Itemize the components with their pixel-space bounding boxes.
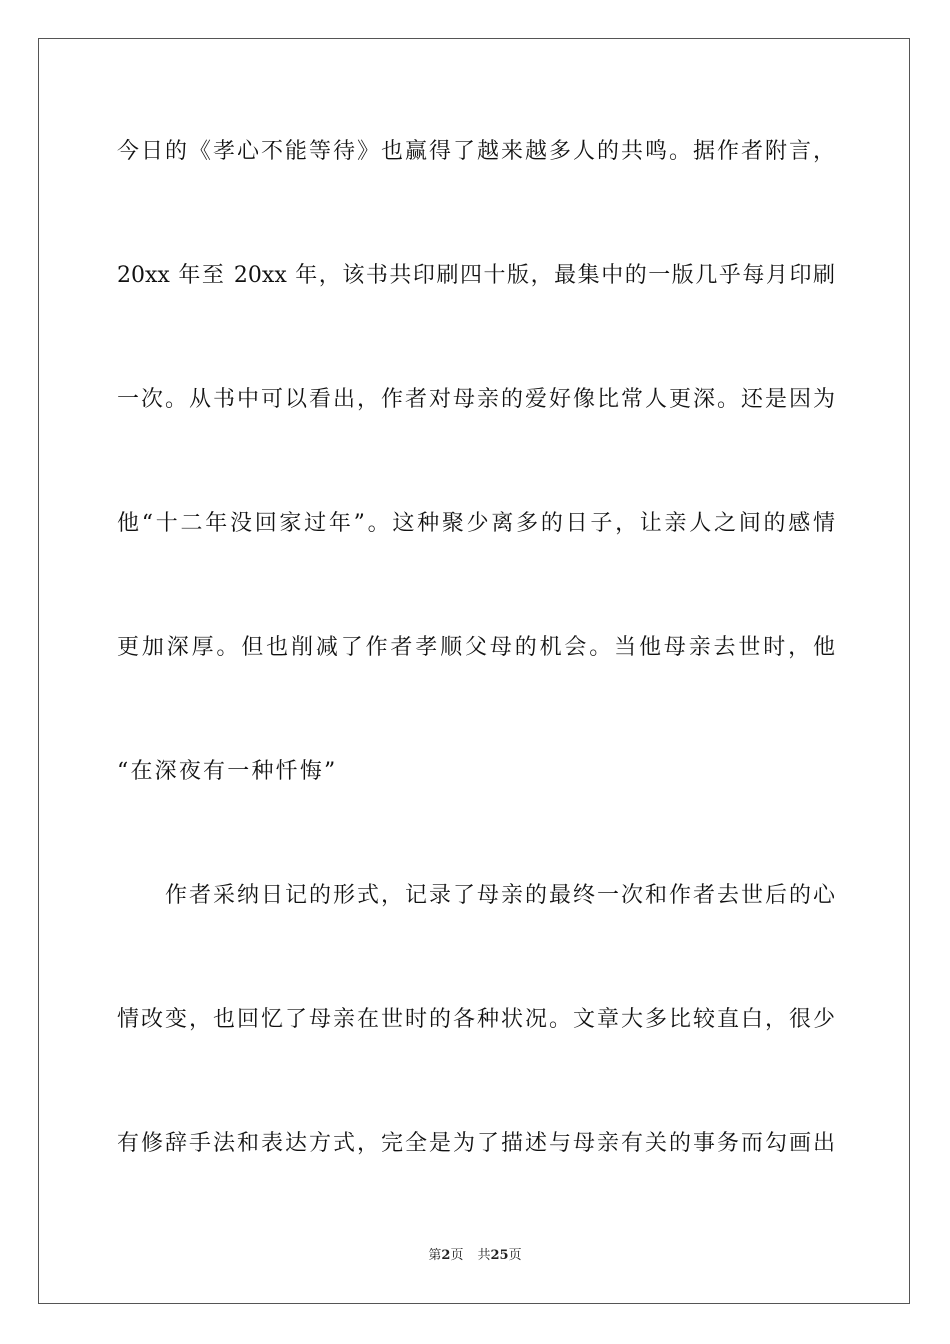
body-line: “在深夜有一种忏悔” [117,759,338,784]
page-suffix: 页 [450,1248,464,1263]
body-line: 今日的《孝心不能等待》也赢得了越来越多人的共鸣。据作者附言， [117,139,835,164]
body-line: 他“十二年没回家过年”。这种聚少离多的日子，让亲人之间的感情 [117,511,835,536]
body-line: 一次。从书中可以看出，作者对母亲的爱好像比常人更深。还是因为 [117,387,835,412]
page-prefix: 第 [428,1248,442,1263]
page-footer [0,1247,950,1265]
total-prefix: 共 [477,1248,491,1263]
total-pages: 25 [490,1248,509,1263]
body-line: 20xx 年至 20xx 年，该书共印刷四十版，最集中的一版几乎每月印刷 [117,263,835,288]
body-line: 有修辞手法和表达方式，完全是为了描述与母亲有关的事务而勾画出 [117,1131,835,1156]
body-line: 更加深厚。但也削减了作者孝顺父母的机会。当他母亲去世时，他 [117,635,835,660]
page-number: 2 [441,1248,451,1263]
body-line: 情改变，也回忆了母亲在世时的各种状况。文章大多比较直白，很少 [117,1007,835,1032]
page-border [38,38,910,1304]
paragraph-first-line: 作者采纳日记的形式，记录了母亲的最终一次和作者去世后的心 [165,883,835,908]
total-suffix: 页 [508,1248,522,1263]
